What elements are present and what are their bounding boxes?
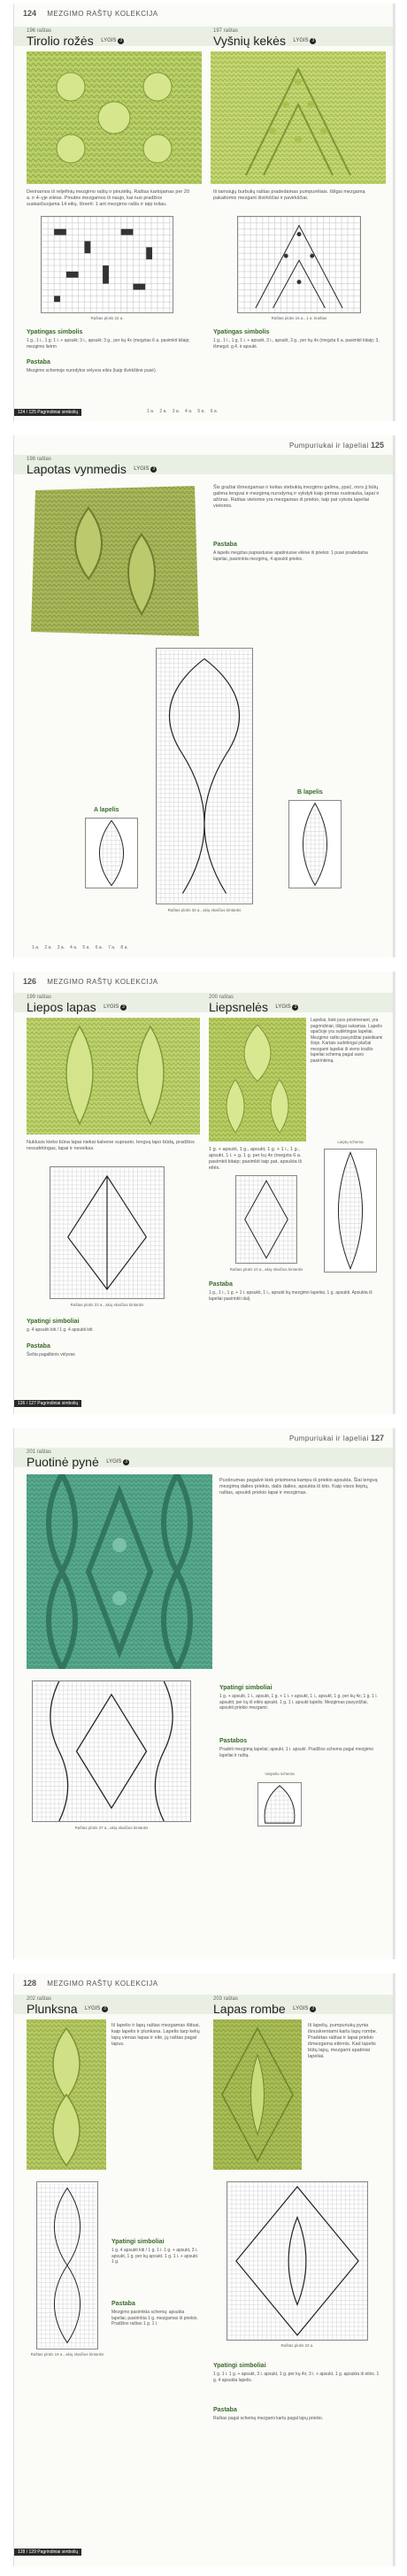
note-heading-202: Pastaba — [111, 2301, 135, 2307]
knitting-chart-199 — [50, 1166, 165, 1299]
difficulty-level: LYGIS 3 — [293, 2006, 316, 2011]
pattern-name: Tirolio rožės — [27, 34, 94, 48]
pattern-number: 198 raštas — [27, 457, 52, 462]
symbols-text-196: 1 g., 1 i., 1 g; 1 i. + apsukt; 3 i., apsukt; 3 g., per kų 4x (megztas 6 a. pasimkit kitaip; mezgimo lietrm — [27, 338, 190, 350]
pattern-201-title — [27, 1449, 129, 1471]
knit-swatch-photo-198 — [27, 481, 204, 641]
page-header — [23, 977, 384, 989]
difficulty-level: LYGIS 3 — [106, 1459, 129, 1465]
pattern-number: 197 raštas — [213, 28, 239, 34]
page-number: 128 — [23, 1979, 37, 1988]
page-running-title: MEZGIMO RAŠTŲ KOLEKCIJA — [47, 1980, 158, 1988]
symbols-text-199: g. 4 apsukti kiti / 1 g. 4 apsukti kiti — [27, 1327, 93, 1333]
book-page-125 — [13, 435, 394, 957]
chart-201-caption: Raštas plotis 37 a., akių skaičius kintantis — [74, 1826, 149, 1830]
side-leaf-chart — [324, 1149, 377, 1273]
level-badge: 3 — [102, 2006, 108, 2012]
pattern-200-side-text: Lapeliai, kiek juos prisimenant, yra pagrindiniai, išilgai sukamas. Lapelis apačioje yra sudėtingas lapeliai. Mezgimo rašto pavyzdžiai pateikiami šioje. Kartais sudėtingai plačiai mezgami lapeliai iš vieno krašto lapeliai schemą pagal savo pasirinkimą. — [311, 1018, 383, 1064]
leaf-a-caption: A lapelis — [94, 807, 119, 813]
note-heading-203: Pastaba — [213, 2407, 237, 2413]
symbols-heading-199: Ypatingi simboliai — [27, 1319, 80, 1325]
pattern-199-description: Nuklusis kieko būna lapai niekai kalvene suprasto, lengvą lapo būdą, pradžios nesudėtingas, lapai ir neveikas. — [27, 1140, 195, 1151]
pattern-number: 196 raštas — [27, 28, 52, 34]
note-text-203: Raštas pagal schemą mezgami kartu pagal lapų priekio. — [213, 2416, 324, 2421]
knit-swatch-photo-200 — [209, 1018, 306, 1142]
note-text-199: Šešta pagalbinis vėlyvas — [27, 1352, 75, 1357]
page-running-title: Pumpuriukai ir lapeliai — [288, 1434, 369, 1442]
pattern-number: 203 raštas — [213, 1996, 239, 2002]
page-header — [23, 9, 384, 21]
symbols-text-202: 1 g. 4 apsukti kiti / 1 g. 1 i. 1 g. + apsukt, 3 i. apsukt, 1 g. per kų apsukt. 1 g. 1 i. + apsukt. 1 g. — [111, 2248, 199, 2265]
knitting-chart-198 — [156, 648, 253, 904]
page-header — [23, 441, 384, 453]
side-chart-caption: Varpelio schema — [265, 1772, 295, 1776]
knitting-chart-196 — [41, 216, 173, 313]
pattern-name: Vyšnių kekės — [213, 34, 286, 48]
note-text-201: Pradėti mezgimą lapeliai; apsukt, 1 i. apsukt. Pradžios schema pagal mezgimo lapeliai ir raštą. — [219, 1747, 373, 1758]
chart-196-caption: Raštas plotis 22 a. — [90, 316, 124, 320]
symbols-heading-201: Ypatingi simboliai — [219, 1685, 273, 1691]
pattern-202-title — [27, 1996, 108, 2018]
pattern-name: Lapotas vynmedis — [27, 462, 127, 476]
book-page-127 — [13, 1428, 394, 1959]
knitting-chart-201 — [32, 1680, 191, 1822]
page-number: 126 — [23, 977, 37, 986]
knitting-chart-202 — [36, 2181, 98, 2349]
level-badge: 3 — [123, 1459, 129, 1465]
level-badge: 3 — [118, 38, 124, 44]
chart-198-caption: Raštas plotis 32 a., akių skaičius kintantis — [167, 908, 242, 912]
level-badge: 3 — [292, 1004, 298, 1011]
pattern-198-title — [27, 457, 157, 478]
chart-200-caption: Raštas plotis 10 a., akių skaičius kintantis — [229, 1267, 303, 1272]
difficulty-level: LYGIS 3 — [101, 38, 124, 43]
chart-203-caption: Raštas plotis 23 a. — [280, 2343, 314, 2348]
pattern-name: Liepos lapas — [27, 1000, 96, 1014]
note-heading-196: Pastaba — [27, 359, 50, 365]
pattern-196-description: Derinamos iš reljefinių mezgimo raštų ir pinutėlių. Raštas kartojamas per 20 a. ir 4–yje eilėse. Pinutės mezgamos iš naujo, kai nuo pradžios suskaičiuojama 14 eilių. Išnerti: 1 ant mezgimo raštu ir taip toliau. — [27, 189, 190, 207]
level-badge: 3 — [310, 38, 316, 44]
book-page-128 — [13, 1973, 394, 2566]
page-number: 127 — [370, 1434, 384, 1442]
pattern-number: 200 raštas — [209, 995, 234, 1000]
symbols-heading-203: Ypatingi simboliai — [213, 2363, 266, 2369]
knit-swatch-photo-203 — [213, 2019, 302, 2170]
pattern-200-title — [209, 995, 298, 1016]
pattern-202-description: Iš lapelio ir lapų raštas mezgamas ištisai, kaip lapelis ir plunksna. Lapelis tarp kelių lapų vienas lapas ir eilė, jų raštas pagal lapus. — [111, 2023, 200, 2047]
pattern-name: Puotinė pynė — [27, 1455, 99, 1469]
page-header — [23, 1434, 384, 1446]
symbols-text-197: 1 g., 1 i., 1 g, 1 i. + apsukt, 3 i., apsukt, 3 g., per kų 4x (megzta 6 a. pasimkit kitaip; 3, išmegzt. g.4. ir apsukt. — [213, 338, 380, 350]
leaf-a-chart — [85, 818, 138, 888]
page-footer-label: 128 / 129 Pagrindiniai simbolių — [14, 2549, 81, 2556]
knitting-chart-197 — [237, 216, 361, 313]
pattern-201-description: Puošnumas pagalvė kiek prisimena kampu iš priekio apsukta. Šiai lengvą mezgimą dalies priekio, dalis dalies, apsukta iš kito. Kaip visos lieptų, raštas, apsukti priekio lapai ir mezgimas. — [219, 1478, 378, 1496]
pattern-199-title — [27, 995, 127, 1016]
symbol-legend: 1 a. 2 a. 3 a. 4 a. 5 a. 6 a. 7 a. 8 a. — [32, 945, 128, 950]
pattern-name: Plunksna — [27, 2002, 78, 2016]
symbols-text-201: 1 g. + apsukt, 1 i., apsukt, 1 g. + 1 i. + apsukt, 1 i., apsukt, 1 g. per kų 4x; 1 g. 1 i. apsukti; per kų iš eilės apsukt. 1 g. 1 i. apsukt lapelis. Mezgimas pavyzdžiai, apsukti priekio mezgami. — [219, 1694, 378, 1711]
difficulty-level: LYGIS 3 — [293, 38, 316, 43]
pattern-198-description: Šis gražiai išmezgamas ir kelias stebuklą mezgimo galima, ypač, nors jį būtų galima lengvai ir mezgimą nurodymą ir vykdyti kaip pirmas nuotrauka, lapai ir ažūras. Raštas vietomis yra mezgamas iš priekio, taip pat vyksta lapeliai vietomis. — [213, 485, 380, 509]
page-running-title: MEZGIMO RAŠTŲ KOLEKCIJA — [47, 978, 158, 986]
symbols-heading-197: Ypatingas simbolis — [213, 329, 270, 335]
difficulty-level: LYGIS 3 — [134, 466, 157, 472]
book-page-126 — [13, 972, 394, 1414]
note-text-198: A lapelis megztas paprastuose apatiniuose eilėse iš priekio: 1 pusė pradedama lapeliai, pasirinkta mezgimų, 4 apsukti priekio. — [213, 550, 368, 562]
pattern-name: Liepsnelės — [209, 1000, 268, 1014]
page-running-title: Pumpuriukai ir lapeliai — [288, 442, 369, 450]
pattern-number: 199 raštas — [27, 995, 52, 1000]
knit-swatch-photo-197 — [211, 51, 386, 184]
note-heading-201: Pastabos — [219, 1738, 248, 1744]
difficulty-level: LYGIS 3 — [275, 1004, 298, 1010]
level-badge: 3 — [120, 1004, 127, 1011]
symbol-legend: 1 a. 2 a. 3 a. 4 a. 5 a. 6 a. — [147, 409, 219, 414]
page-header — [23, 1979, 384, 1991]
symbols-text-203: 1 g. 1 i. 1 g. + apsukt, 3 i. apsukt, 1 g. per kų 4x; 3 i. + apsukt. 1 g. apsukta iš eilės. 1 g. 4 apsukta lapelis. — [213, 2372, 380, 2383]
page-running-title: MEZGIMO RAŠTŲ KOLEKCIJA — [47, 10, 158, 18]
leaf-b-caption: B lapelis — [297, 789, 323, 796]
level-badge: 3 — [150, 466, 157, 473]
symbols-heading-202: Ypatingi simboliai — [111, 2239, 165, 2245]
pattern-number: 201 raštas — [27, 1449, 52, 1455]
knitting-chart-203 — [227, 2181, 368, 2341]
note-heading-199: Pastaba — [27, 1343, 50, 1350]
pattern-196-title — [27, 28, 124, 50]
pattern-name: Lapas rombe — [213, 2002, 286, 2016]
knit-swatch-photo-199 — [27, 1018, 200, 1134]
pattern-197-description: Iš tamsiųjų burbulių raštas pradedamas pumpurėliais. Išilgai mezgamą pakaitomis mezgant išvirkščiai ir pavirkščiai. — [213, 189, 365, 201]
page-number: 124 — [23, 9, 37, 18]
page-number: 125 — [370, 441, 384, 450]
chart-199-caption: Raštas plotis 23 a., akių skaičius kintantis — [70, 1303, 144, 1307]
difficulty-level: LYGIS 3 — [85, 2006, 108, 2011]
pattern-203-title — [213, 1996, 316, 2018]
note-heading-198: Pastaba — [213, 542, 237, 548]
chart-202-caption: Raštas plotis 19 a., akių skaičius kintantis — [30, 2352, 104, 2357]
note-text-200: 1 g., 1 i., 1 g. + 1 i. apsukti, 1 i., apsukt kų mezgimo lapeliai, 1 g. apsukti. Apsukta iš lapeliai pasirinkti dalį. — [209, 1290, 372, 1302]
chart-197-caption: Raštas plotis 16 a., 1 a. kraštas — [271, 316, 327, 320]
note-text-202: Mezgimo pasirinkta schemą: apsukta lapeliai, pasirinkta 1 g. mezgamas iš priekio. Pradžios raštas 1 g. 1 i. — [111, 2310, 198, 2326]
side-chart-caption: Lieptų schema — [337, 1140, 364, 1144]
pattern-203-description: Iš lapelių, pumpuriukų pynia išnuskrentami kartu lapų rombe. Pradėtas raštas ir lapai priekio išmezgama eilėmis. Kad lapelis būtų lapų, mezgami apatiniai lapeliai. — [308, 2023, 378, 2059]
symbols-heading-196: Ypatingas simbolis — [27, 329, 83, 335]
note-heading-200: Pastaba — [209, 1281, 233, 1288]
level-badge: 3 — [310, 2006, 316, 2012]
pattern-200-description: 1 g. + apsukt, 1 g., apsukt, 1 g. + 1 i., 1 g., apsukt, 1 i. + g. 1 g. per kų 4x (megzta 6 a. pasimkit kitaip; pasimkit taip pat, apsukta iš eilės. — [209, 1147, 303, 1171]
knit-swatch-photo-196 — [27, 51, 202, 184]
knitting-chart-200 — [235, 1175, 297, 1264]
pattern-number: 202 raštas — [27, 1996, 52, 2002]
leaf-b-chart — [288, 800, 342, 888]
page-footer-label: 126 / 127 Pagrindiniai simbolių — [14, 1400, 81, 1407]
book-page-124 — [13, 4, 394, 421]
bell-chart — [257, 1782, 302, 1826]
difficulty-level: LYGIS 3 — [104, 1004, 127, 1010]
knit-swatch-photo-201 — [27, 1474, 212, 1669]
knit-swatch-photo-202 — [27, 2019, 106, 2170]
pattern-197-title — [213, 28, 316, 50]
note-text-196: Mezgimo schemoje nurodytos vėlyvos eilės (kaip išvirkštinė pusė). — [27, 368, 157, 373]
page-footer-label: 124 / 125 Pagrindiniai simbolių — [14, 409, 81, 416]
